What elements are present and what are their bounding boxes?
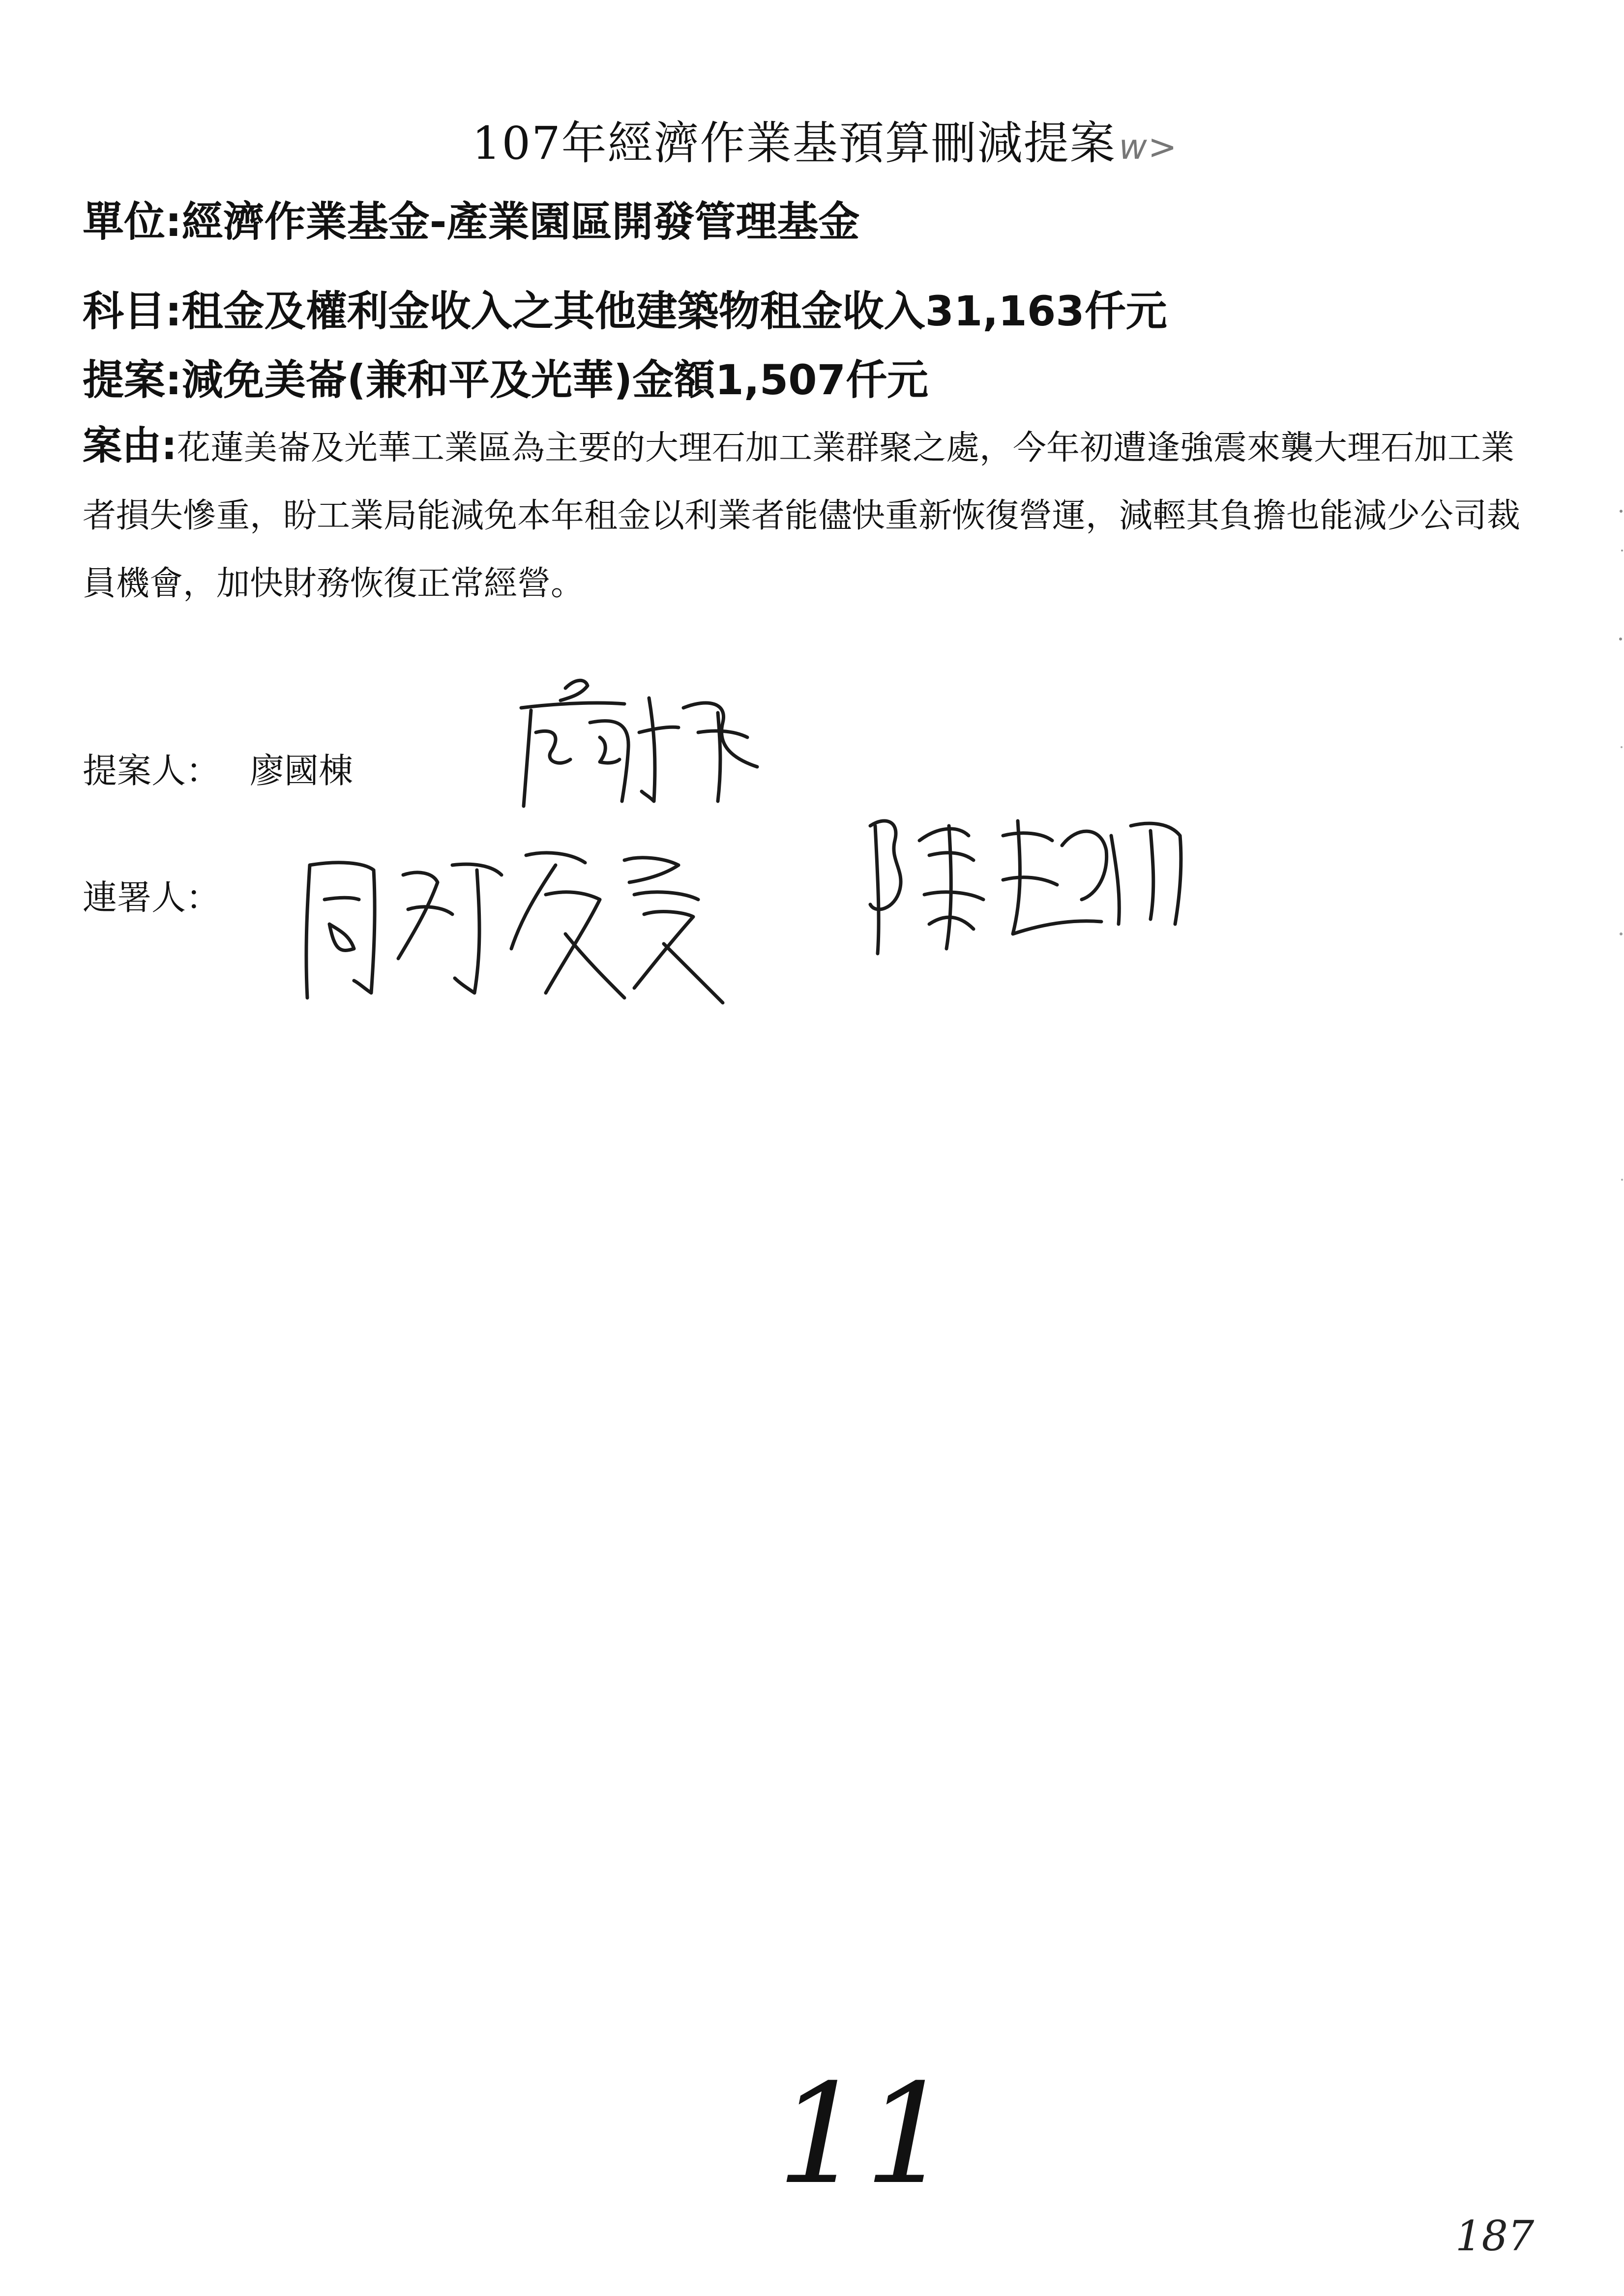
subject-label: 科目: bbox=[83, 287, 182, 335]
subject-value: 租金及權利金收入之其他建築物租金收入31,163仟元 bbox=[181, 287, 1167, 335]
reason-label: 案由: bbox=[83, 423, 177, 468]
reason-text: 花蓮美崙及光華工業區為主要的大理石加工業群聚之處，今年初遭逢強震來襲大理石加工業者損失慘重，盼工業局能減免本年租金以利業者能儘快重新恢復營運，減輕其負擔也能減少公司裁員機會，加快財務恢復正常經營。 bbox=[83, 429, 1521, 603]
scan-edge-specks bbox=[1616, 492, 1624, 1475]
page-number: 187 bbox=[1455, 2212, 1535, 2260]
title-text: 107年經濟作業基預算刪減提案 bbox=[472, 117, 1116, 170]
cosigner-line bbox=[83, 870, 220, 920]
proposal-label: 提案: bbox=[83, 356, 182, 404]
proposer-name: 廖國棟 bbox=[250, 751, 353, 791]
reason-paragraph bbox=[83, 412, 1538, 618]
title-handwritten-mark: w> bbox=[1119, 127, 1178, 167]
handwritten-number: 11 bbox=[777, 2055, 952, 2215]
unit-row bbox=[83, 189, 859, 248]
proposer-line bbox=[83, 743, 353, 793]
document-title bbox=[472, 107, 1178, 172]
proposer-signature bbox=[502, 668, 777, 816]
subject-row bbox=[83, 278, 1167, 338]
cosigner-label: 連署人： bbox=[83, 877, 220, 918]
proposal-row bbox=[83, 347, 928, 407]
unit-label: 單位: bbox=[83, 198, 182, 246]
cosigner-signature-1 bbox=[290, 836, 733, 1013]
cosigner-signature-2 bbox=[856, 796, 1210, 963]
unit-value: 經濟作業基金-產業園區開發管理基金 bbox=[181, 198, 860, 246]
proposal-value: 減免美崙(兼和平及光華)金額1,507仟元 bbox=[181, 356, 929, 404]
proposer-label: 提案人： bbox=[83, 751, 220, 791]
